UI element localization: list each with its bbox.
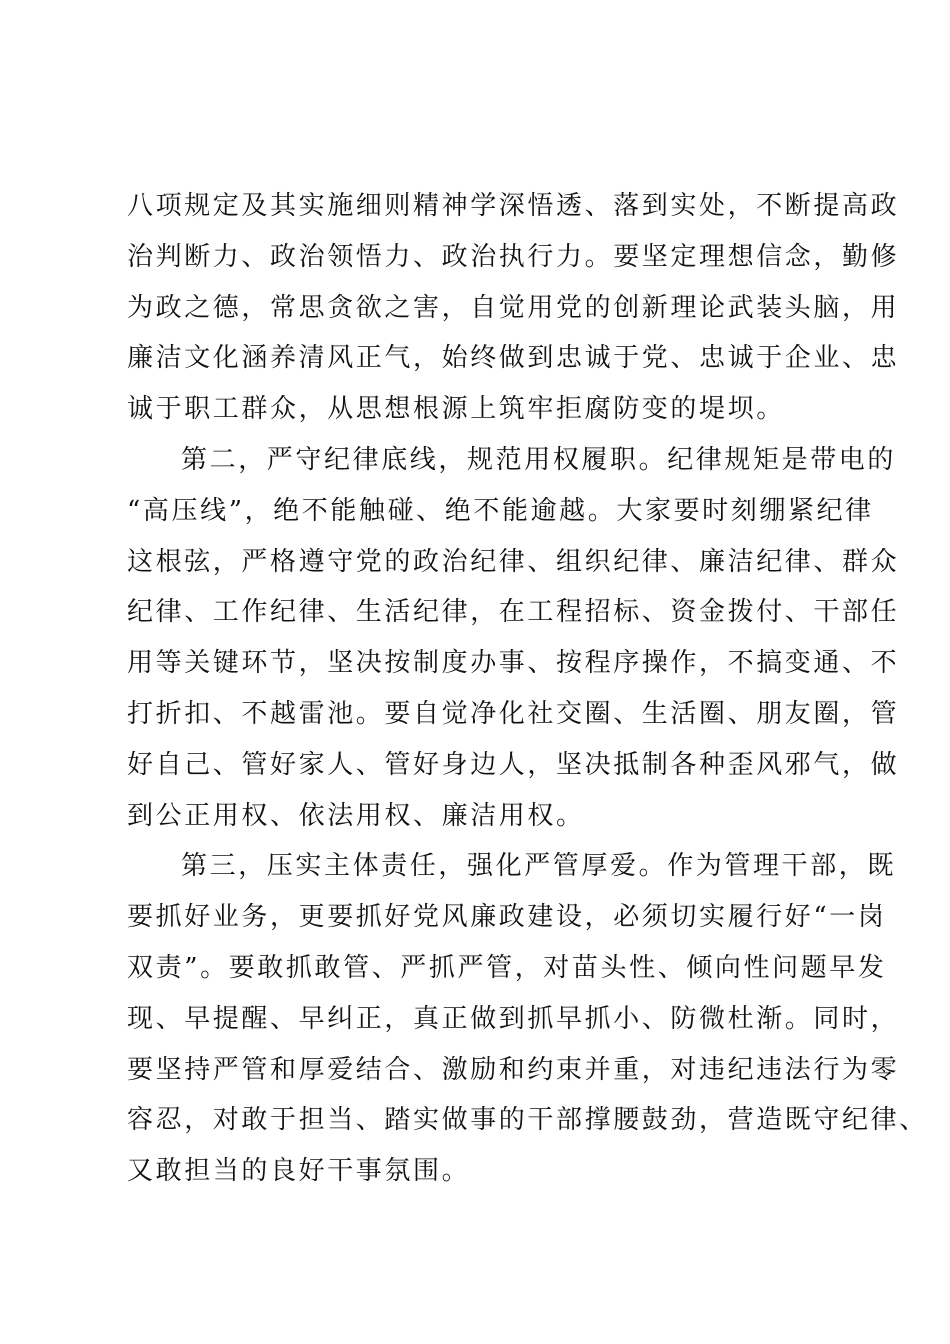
document-body bbox=[127, 181, 928, 1197]
text-line: 要抓好业务，更要抓好党风廉政建设，必须切实履行好“一岗 bbox=[127, 902, 887, 933]
text-line: 现、早提醒、早纠正，真正做到抓早抓小、防微杜渐。同时， bbox=[127, 1003, 900, 1034]
text-line: 又敢担当的良好干事氛围。 bbox=[127, 1156, 471, 1187]
text-line: 纪律、工作纪律、生活纪律，在工程招标、资金拨付、干部任 bbox=[127, 597, 900, 628]
text-line: 容忍，对敢于担当、踏实做事的干部撑腰鼓劲，营造既守纪律、 bbox=[127, 1105, 928, 1136]
text-line: 第二，严守纪律底线，规范用权履职。纪律规矩是带电的 bbox=[181, 444, 897, 475]
text-line: 为政之德，常思贪欲之害，自觉用党的创新理论武装头脑，用 bbox=[127, 292, 900, 323]
text-line: “高压线”，绝不能触碰、绝不能逾越。大家要时刻绷紧纪律 bbox=[127, 495, 874, 526]
text-line: 廉洁文化涵养清风正气，始终做到忠诚于党、忠诚于企业、忠 bbox=[127, 343, 900, 374]
text-line: 第三，压实主体责任，强化严管厚爱。作为管理干部，既 bbox=[181, 851, 897, 882]
text-line: 打折扣、不越雷池。要自觉净化社交圈、生活圈、朋友圈，管 bbox=[127, 698, 900, 729]
text-line: 治判断力、政治领悟力、政治执行力。要坚定理想信念，勤修 bbox=[127, 241, 900, 272]
text-line: 要坚持严管和厚爱结合、激励和约束并重，对违纪违法行为零 bbox=[127, 1054, 900, 1085]
text-line: 诚于职工群众，从思想根源上筑牢拒腐防变的堤坝。 bbox=[127, 394, 785, 425]
text-line: 八项规定及其实施细则精神学深悟透、落到实处，不断提高政 bbox=[127, 191, 900, 221]
text-line: 好自己、管好家人、管好身边人，坚决抵制各种歪风邪气，做 bbox=[127, 749, 900, 780]
paragraph-second bbox=[127, 435, 900, 841]
text-line: 这根弦，严格遵守党的政治纪律、组织纪律、廉洁纪律、群众 bbox=[127, 546, 900, 577]
text-line: 到公正用权、依法用权、廉洁用权。 bbox=[127, 800, 585, 831]
text-line: 双责”。要敢抓敢管、严抓严管，对苗头性、倾向性问题早发 bbox=[127, 952, 887, 983]
paragraph-third bbox=[127, 841, 928, 1197]
paragraph-continuation bbox=[127, 181, 900, 435]
text-line: 用等关键环节，坚决按制度办事、按程序操作，不搞变通、不 bbox=[127, 648, 900, 679]
